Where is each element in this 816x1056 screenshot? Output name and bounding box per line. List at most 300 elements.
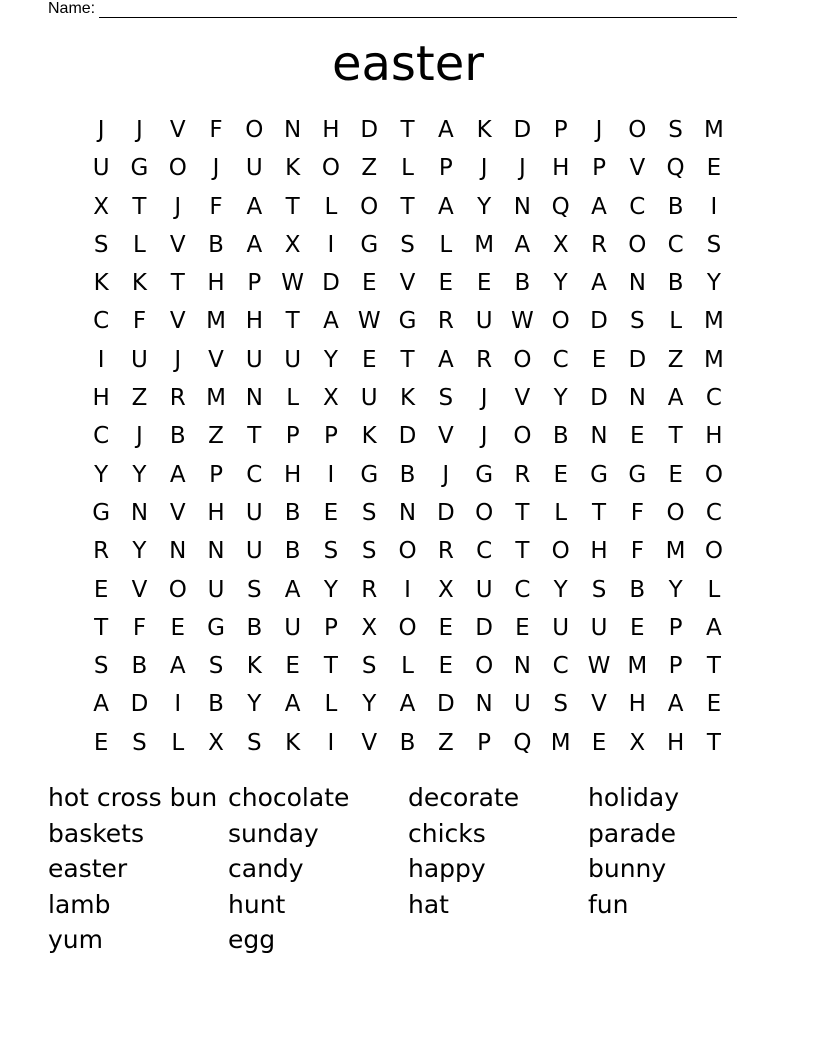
grid-letter[interactable]: I xyxy=(710,193,718,220)
grid-letter[interactable]: M xyxy=(703,117,724,143)
grid-letter[interactable]: O xyxy=(513,346,532,373)
grid-letter[interactable]: E xyxy=(170,614,186,641)
grid-letter[interactable]: O xyxy=(360,193,379,220)
grid-letter[interactable]: E xyxy=(438,653,454,680)
grid-letter[interactable]: S xyxy=(361,538,377,565)
grid-letter[interactable]: G xyxy=(207,614,225,641)
grid-letter[interactable]: O xyxy=(398,538,417,565)
grid-letter[interactable]: P xyxy=(323,423,338,450)
grid-letter[interactable]: M xyxy=(665,538,686,565)
grid-letter[interactable]: X xyxy=(323,385,339,412)
grid-letter[interactable]: D xyxy=(628,346,647,373)
grid-letter[interactable]: K xyxy=(361,423,377,450)
grid-letter[interactable]: E xyxy=(630,423,645,450)
grid-letter[interactable]: V xyxy=(361,729,378,756)
grid-letter[interactable]: X xyxy=(552,231,569,258)
grid-letter[interactable]: J xyxy=(480,423,488,450)
grid-letter[interactable]: A xyxy=(93,691,110,718)
name-label: Name: xyxy=(48,0,96,17)
grid-letter[interactable]: U xyxy=(245,155,263,182)
grid-letter[interactable]: Y xyxy=(553,385,568,412)
grid-letter[interactable]: L xyxy=(324,193,338,220)
grid-letter[interactable]: R xyxy=(93,538,110,565)
grid-letter[interactable]: Y xyxy=(668,576,683,603)
grid-letter[interactable]: E xyxy=(668,461,683,488)
grid-letter[interactable]: E xyxy=(361,270,377,297)
grid-letter[interactable]: K xyxy=(476,117,492,143)
word-list-item: bunny xyxy=(588,854,667,884)
grid-letter[interactable]: U xyxy=(590,614,608,641)
grid-letter[interactable]: H xyxy=(283,461,302,488)
grid-letter[interactable]: H xyxy=(245,308,263,335)
grid-letter[interactable]: E xyxy=(591,729,607,756)
grid-letter[interactable]: A xyxy=(437,117,454,143)
grid-letter[interactable]: R xyxy=(437,308,454,335)
grid-letter[interactable]: C xyxy=(514,576,531,603)
grid-letter[interactable]: Z xyxy=(131,385,148,412)
word-list-item: yum xyxy=(48,925,103,955)
grid-letter[interactable]: O xyxy=(245,117,264,143)
grid-letter[interactable]: D xyxy=(398,423,417,450)
grid-letter[interactable]: B xyxy=(208,691,224,718)
grid-letter[interactable]: E xyxy=(93,729,109,756)
grid-letter[interactable]: V xyxy=(169,308,186,335)
grid-letter[interactable]: S xyxy=(630,308,645,335)
grid-letter[interactable]: L xyxy=(707,576,721,603)
grid-letter[interactable]: H xyxy=(207,499,225,526)
grid-letter[interactable]: T xyxy=(170,270,185,297)
grid-letter[interactable]: A xyxy=(323,308,339,335)
grid-letter[interactable]: H xyxy=(322,117,340,143)
grid-letter[interactable]: B xyxy=(169,423,186,450)
grid-letter[interactable]: Y xyxy=(94,461,109,488)
grid-letter[interactable]: E xyxy=(285,653,300,680)
grid-letter[interactable]: J xyxy=(595,117,603,143)
grid-letter[interactable]: B xyxy=(208,231,224,258)
grid-letter[interactable]: T xyxy=(400,193,415,220)
grid-letter[interactable]: E xyxy=(323,499,339,526)
grid-letter[interactable]: M xyxy=(627,653,648,680)
grid-letter[interactable]: D xyxy=(590,385,608,412)
grid-letter[interactable]: O xyxy=(704,538,723,565)
grid-letter[interactable]: K xyxy=(399,385,416,412)
grid-letter[interactable]: N xyxy=(130,499,149,526)
grid-letter[interactable]: M xyxy=(206,308,226,335)
grid-letter[interactable]: Z xyxy=(208,423,224,450)
grid-letter[interactable]: X xyxy=(208,729,224,756)
grid-letter[interactable]: C xyxy=(476,538,493,565)
grid-letter[interactable]: L xyxy=(401,653,414,680)
grid-letter[interactable]: U xyxy=(245,538,263,565)
grid-letter[interactable]: U xyxy=(513,691,531,718)
grid-letter[interactable]: W xyxy=(511,308,534,335)
grid-letter[interactable]: O xyxy=(666,499,685,526)
grid-letter[interactable]: L xyxy=(286,385,300,412)
grid-letter[interactable]: B xyxy=(399,729,416,756)
grid-letter[interactable]: M xyxy=(703,308,724,335)
grid-letter[interactable]: U xyxy=(284,346,302,373)
grid-letter[interactable]: I xyxy=(174,691,182,718)
grid-letter[interactable]: P xyxy=(323,614,338,641)
grid-letter[interactable]: B xyxy=(131,653,148,680)
grid-letter[interactable]: J xyxy=(174,193,182,220)
grid-letter[interactable]: Y xyxy=(477,193,492,220)
grid-letter[interactable]: T xyxy=(323,653,338,680)
grid-letter[interactable]: J xyxy=(480,155,488,182)
grid-letter[interactable]: E xyxy=(706,691,722,718)
grid-letter[interactable]: Y xyxy=(323,346,338,373)
grid-letter[interactable]: G xyxy=(398,308,417,335)
grid-letter[interactable]: G xyxy=(130,155,149,182)
grid-letter[interactable]: M xyxy=(703,346,724,373)
grid-letter[interactable]: U xyxy=(475,576,493,603)
grid-letter[interactable]: V xyxy=(169,231,186,258)
grid-letter[interactable]: H xyxy=(207,270,225,297)
grid-letter[interactable]: U xyxy=(92,155,110,182)
grid-letter[interactable]: A xyxy=(284,576,301,603)
grid-letter[interactable]: G xyxy=(628,461,647,488)
grid-letter[interactable]: J xyxy=(442,461,450,488)
grid-letter[interactable]: O xyxy=(168,155,187,182)
grid-letter[interactable]: N xyxy=(513,653,532,680)
grid-letter[interactable]: D xyxy=(513,117,532,143)
grid-letter[interactable]: R xyxy=(169,385,186,412)
grid-letter[interactable]: D xyxy=(590,308,608,335)
grid-letter[interactable]: J xyxy=(136,117,143,143)
grid-letter[interactable]: U xyxy=(552,614,570,641)
grid-letter[interactable]: I xyxy=(404,576,411,603)
grid-letter[interactable]: P xyxy=(668,614,683,641)
grid-letter[interactable]: Y xyxy=(323,576,338,603)
grid-letter[interactable]: O xyxy=(513,423,532,450)
grid-letter[interactable]: Y xyxy=(706,270,721,297)
grid-letter[interactable]: L xyxy=(439,231,453,258)
grid-letter[interactable]: N xyxy=(513,193,532,220)
grid-letter[interactable]: D xyxy=(130,691,149,718)
grid-letter[interactable]: O xyxy=(168,576,187,603)
grid-letter[interactable]: A xyxy=(399,691,416,718)
grid-letter[interactable]: E xyxy=(361,346,377,373)
grid-letter[interactable]: M xyxy=(550,729,571,756)
grid-letter[interactable]: N xyxy=(475,691,493,718)
grid-letter[interactable]: G xyxy=(92,499,111,526)
grid-letter[interactable]: L xyxy=(401,155,414,182)
grid-letter[interactable]: S xyxy=(361,499,377,526)
grid-letter[interactable]: I xyxy=(327,729,335,756)
grid-letter[interactable]: S xyxy=(668,117,683,143)
grid-letter[interactable]: G xyxy=(360,461,379,488)
grid-letter[interactable]: W xyxy=(357,308,381,335)
grid-letter[interactable]: L xyxy=(554,499,568,526)
grid-letter[interactable]: N xyxy=(284,117,302,143)
grid-letter[interactable]: A xyxy=(706,614,722,641)
grid-letter[interactable]: X xyxy=(629,729,646,756)
grid-letter[interactable]: R xyxy=(361,576,378,603)
grid-letter[interactable]: B xyxy=(629,576,646,603)
grid-letter[interactable]: T xyxy=(400,117,415,143)
grid-letter[interactable]: S xyxy=(93,231,109,258)
grid-letter[interactable]: S xyxy=(247,729,262,756)
grid-letter[interactable]: F xyxy=(630,499,644,526)
grid-letter[interactable]: N xyxy=(628,270,646,297)
grid-letter[interactable]: S xyxy=(438,385,454,412)
grid-letter[interactable]: S xyxy=(553,691,569,718)
grid-letter[interactable]: T xyxy=(515,499,530,526)
grid-letter[interactable]: K xyxy=(285,729,301,756)
name-field[interactable] xyxy=(48,0,737,18)
grid-letter[interactable]: T xyxy=(591,499,607,526)
grid-letter[interactable]: B xyxy=(552,423,569,450)
grid-letter[interactable]: P xyxy=(592,155,606,182)
grid-letter[interactable]: U xyxy=(284,614,302,641)
grid-letter[interactable]: T xyxy=(668,423,683,450)
grid-letter[interactable]: P xyxy=(209,461,223,488)
grid-letter[interactable]: K xyxy=(131,270,147,297)
grid-letter[interactable]: X xyxy=(93,193,110,220)
grid-letter[interactable]: N xyxy=(169,538,187,565)
grid-letter[interactable]: I xyxy=(327,231,335,258)
grid-letter[interactable]: T xyxy=(285,193,300,220)
grid-letter[interactable]: E xyxy=(553,461,568,488)
grid-letter[interactable]: E xyxy=(591,346,607,373)
grid-letter[interactable]: Z xyxy=(361,155,378,182)
grid-letter[interactable]: A xyxy=(169,653,186,680)
grid-letter[interactable]: A xyxy=(591,270,607,297)
grid-letter[interactable]: M xyxy=(206,385,226,412)
grid-letter[interactable]: C xyxy=(93,308,110,335)
grid-letter[interactable]: N xyxy=(207,538,225,565)
grid-letter[interactable]: A xyxy=(514,231,531,258)
grid-letter[interactable]: P xyxy=(285,423,300,450)
grid-letter[interactable]: T xyxy=(706,653,721,680)
grid-letter[interactable]: S xyxy=(591,576,607,603)
grid-letter[interactable]: R xyxy=(514,461,531,488)
grid-letter[interactable]: H xyxy=(705,423,723,450)
grid-letter[interactable]: O xyxy=(321,155,340,182)
name-underline[interactable] xyxy=(99,2,737,18)
grid-letter[interactable]: N xyxy=(245,385,263,412)
grid-letter[interactable]: E xyxy=(438,270,454,297)
grid-letter[interactable]: L xyxy=(324,691,338,718)
grid-letter[interactable]: A xyxy=(667,691,684,718)
grid-letter[interactable]: Y xyxy=(247,691,262,718)
grid-letter[interactable]: G xyxy=(475,461,494,488)
grid-letter[interactable]: A xyxy=(591,193,607,220)
grid-letter[interactable]: O xyxy=(551,308,570,335)
grid-letter[interactable]: S xyxy=(361,653,377,680)
grid-letter[interactable]: T xyxy=(400,346,415,373)
grid-letter[interactable]: S xyxy=(208,653,224,680)
grid-letter[interactable]: F xyxy=(132,308,147,335)
grid-letter[interactable]: O xyxy=(475,499,494,526)
grid-letter[interactable]: A xyxy=(437,346,454,373)
grid-letter[interactable]: N xyxy=(590,423,608,450)
grid-letter[interactable]: F xyxy=(630,538,644,565)
grid-letter[interactable]: O xyxy=(628,231,647,258)
grid-letter[interactable]: P xyxy=(438,155,453,182)
grid-letter[interactable]: O xyxy=(475,653,494,680)
grid-letter[interactable]: T xyxy=(285,308,300,335)
grid-letter[interactable]: O xyxy=(551,538,570,565)
grid-letter[interactable]: Y xyxy=(553,270,568,297)
word-list xyxy=(48,780,768,958)
grid-letter[interactable]: S xyxy=(132,729,147,756)
grid-letter[interactable]: K xyxy=(93,270,109,297)
grid-letter[interactable]: K xyxy=(246,653,262,680)
grid-letter[interactable]: D xyxy=(436,691,455,718)
grid-letter[interactable]: C xyxy=(667,231,684,258)
grid-letter[interactable]: J xyxy=(519,155,526,182)
grid-letter[interactable]: U xyxy=(360,385,378,412)
grid-letter[interactable]: U xyxy=(245,499,263,526)
grid-letter[interactable]: P xyxy=(553,117,568,143)
grid-letter[interactable]: L xyxy=(171,729,185,756)
grid-letter[interactable]: E xyxy=(706,155,722,182)
grid-letter[interactable]: J xyxy=(136,423,143,450)
grid-letter[interactable]: H xyxy=(552,155,570,182)
grid-letter[interactable]: E xyxy=(476,270,492,297)
grid-letter[interactable]: A xyxy=(284,691,301,718)
grid-letter[interactable]: I xyxy=(97,346,105,373)
grid-letter[interactable]: D xyxy=(322,270,340,297)
grid-letter[interactable]: L xyxy=(669,308,683,335)
grid-letter[interactable]: X xyxy=(361,614,378,641)
grid-letter[interactable]: B xyxy=(246,614,263,641)
grid-letter[interactable]: J xyxy=(97,117,105,143)
grid-letter[interactable]: Z xyxy=(437,729,454,756)
grid-letter[interactable]: T xyxy=(706,729,721,756)
grid-letter[interactable]: B xyxy=(667,193,684,220)
grid-letter[interactable]: H xyxy=(628,691,646,718)
grid-letter[interactable]: M xyxy=(474,231,495,258)
grid-letter[interactable]: L xyxy=(133,231,146,258)
grid-letter[interactable]: C xyxy=(93,423,110,450)
grid-letter[interactable]: V xyxy=(629,155,646,182)
grid-letter[interactable]: J xyxy=(174,346,182,373)
grid-letter[interactable]: N xyxy=(398,499,417,526)
grid-letter[interactable]: T xyxy=(247,423,262,450)
grid-letter[interactable]: W xyxy=(587,653,611,680)
grid-letter[interactable]: U xyxy=(131,346,148,373)
grid-letter[interactable]: V xyxy=(169,117,186,143)
grid-letter[interactable]: R xyxy=(476,346,493,373)
grid-letter[interactable]: O xyxy=(704,461,723,488)
grid-letter[interactable]: E xyxy=(515,614,530,641)
grid-letter[interactable]: F xyxy=(132,614,147,641)
grid-letter[interactable]: Y xyxy=(553,576,568,603)
grid-letter[interactable]: C xyxy=(629,193,646,220)
grid-letter[interactable]: I xyxy=(327,461,335,488)
grid-letter[interactable]: F xyxy=(209,193,223,220)
grid-letter[interactable]: X xyxy=(284,231,301,258)
word-list-item: happy xyxy=(408,854,486,884)
grid-letter[interactable]: P xyxy=(247,270,262,297)
grid-letter[interactable]: H xyxy=(92,385,110,412)
grid-letter[interactable]: Y xyxy=(132,461,147,488)
grid-letter[interactable]: T xyxy=(94,614,109,641)
word-list-item: easter xyxy=(48,854,128,884)
grid-letter[interactable]: Q xyxy=(666,155,685,182)
grid-letter[interactable]: O xyxy=(628,117,647,143)
grid-letter[interactable]: A xyxy=(246,231,263,258)
grid-letter[interactable]: T xyxy=(515,538,530,565)
grid-letter[interactable]: D xyxy=(475,614,493,641)
grid-letter[interactable]: Q xyxy=(513,729,532,756)
grid-letter[interactable]: J xyxy=(212,155,220,182)
grid-letter[interactable]: Z xyxy=(667,346,684,373)
grid-letter[interactable]: S xyxy=(400,231,415,258)
grid-letter[interactable]: A xyxy=(667,385,684,412)
grid-letter[interactable]: J xyxy=(480,385,488,412)
grid-letter[interactable]: A xyxy=(169,461,186,488)
grid-letter[interactable]: C xyxy=(552,346,569,373)
grid-letter[interactable]: G xyxy=(590,461,608,488)
grid-letter[interactable]: V xyxy=(514,385,531,412)
grid-letter[interactable]: C xyxy=(705,385,722,412)
grid-letter[interactable]: D xyxy=(436,499,455,526)
grid-letter[interactable]: V xyxy=(399,270,416,297)
grid-letter[interactable]: R xyxy=(437,538,454,565)
grid-letter[interactable]: B xyxy=(514,270,531,297)
grid-letter[interactable]: H xyxy=(590,538,608,565)
grid-letter[interactable]: D xyxy=(360,117,379,143)
grid-letter[interactable]: E xyxy=(93,576,109,603)
word-list-item: decorate xyxy=(408,783,520,812)
grid-letter[interactable]: V xyxy=(169,499,186,526)
grid-letter[interactable]: T xyxy=(132,193,147,220)
grid-letter[interactable]: F xyxy=(209,117,223,143)
grid-letter[interactable]: V xyxy=(437,423,454,450)
grid-letter[interactable]: E xyxy=(438,614,454,641)
grid-letter[interactable]: Q xyxy=(551,193,570,220)
grid-letter[interactable]: G xyxy=(360,231,379,258)
grid-letter[interactable]: C xyxy=(552,653,569,680)
grid-letter[interactable]: V xyxy=(591,691,607,718)
grid-letter[interactable]: Y xyxy=(362,691,377,718)
grid-letter[interactable]: S xyxy=(247,576,262,603)
grid-letter[interactable]: A xyxy=(437,193,454,220)
word-list-item: parade xyxy=(588,818,677,848)
grid-letter[interactable]: B xyxy=(284,538,301,565)
grid-letter[interactable]: P xyxy=(668,653,683,680)
grid-letter[interactable]: X xyxy=(437,576,454,603)
grid-letter[interactable]: N xyxy=(628,385,646,412)
grid-letter[interactable]: U xyxy=(207,576,225,603)
grid-letter[interactable]: O xyxy=(398,614,417,641)
grid-letter[interactable]: C xyxy=(705,499,722,526)
grid-letter[interactable]: B xyxy=(667,270,684,297)
grid-letter[interactable]: Y xyxy=(132,538,147,565)
grid-letter[interactable]: B xyxy=(399,461,416,488)
grid-letter[interactable]: H xyxy=(666,729,685,756)
letter-grid xyxy=(82,111,733,762)
grid-letter[interactable]: P xyxy=(477,729,492,756)
grid-letter[interactable]: R xyxy=(591,231,607,258)
grid-letter[interactable]: E xyxy=(630,614,645,641)
grid-letter[interactable]: C xyxy=(246,461,263,488)
grid-letter[interactable]: S xyxy=(706,231,722,258)
grid-letter[interactable]: U xyxy=(245,346,263,373)
grid-letter[interactable]: V xyxy=(208,346,224,373)
grid-letter[interactable]: S xyxy=(93,653,109,680)
grid-letter[interactable]: K xyxy=(285,155,301,182)
grid-letter[interactable]: U xyxy=(475,308,493,335)
grid-letter[interactable]: S xyxy=(323,538,339,565)
grid-letter[interactable]: B xyxy=(284,499,301,526)
grid-letter[interactable]: V xyxy=(131,576,148,603)
grid-letter[interactable]: A xyxy=(246,193,263,220)
grid-letter[interactable]: W xyxy=(281,270,304,297)
